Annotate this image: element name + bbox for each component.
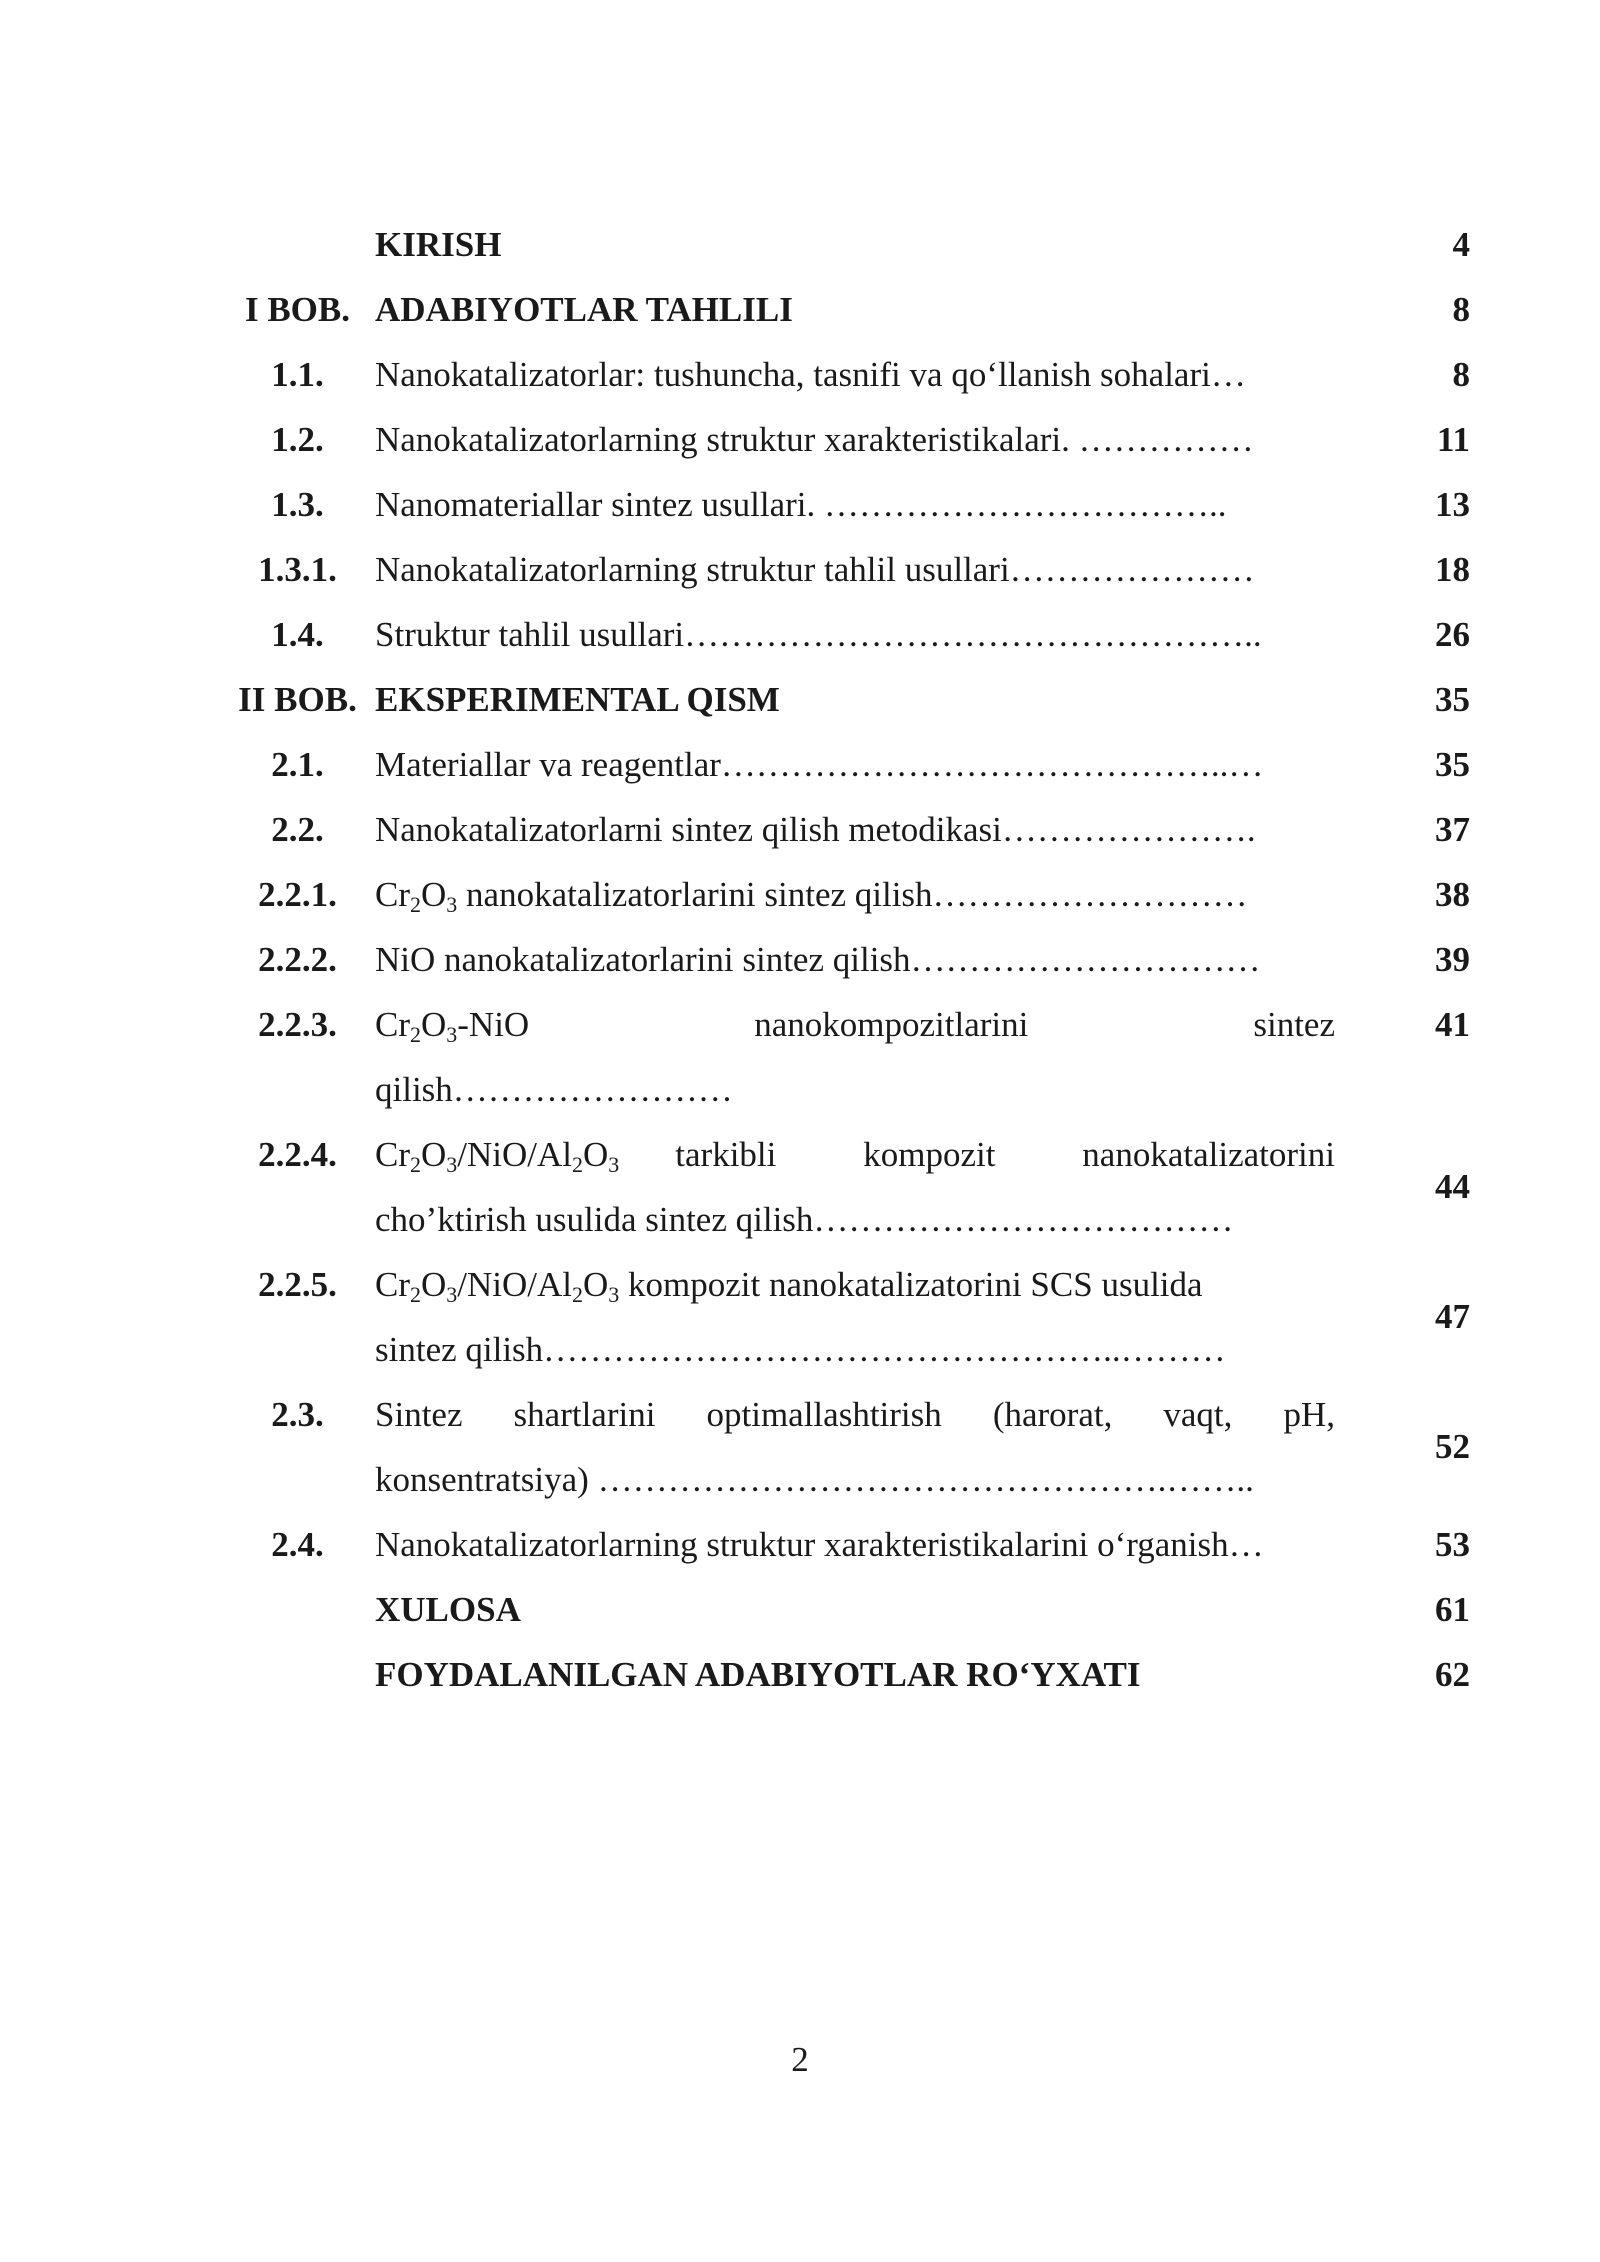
toc-entry[interactable] — [220, 1252, 1470, 1382]
formula-o: O — [421, 1265, 447, 1304]
formula-group — [375, 1122, 619, 1187]
toc-entry-page: 38 — [1435, 875, 1470, 914]
formula-o: O — [583, 1265, 609, 1304]
toc-entry-title: Materiallar va reagentlar……………………………………..… — [375, 745, 1264, 784]
toc-entry-title-line: Sintez shartlarini optimallashtirish (harorat, vaqt, pH, — [375, 1395, 1335, 1434]
toc-entry-page: 37 — [1435, 810, 1470, 849]
toc-entry-number: 2.4. — [271, 1525, 324, 1564]
toc-entry-title-text: sintez — [1253, 1005, 1335, 1044]
toc-entry-title: Nanomateriallar sintez usullari. …………………………….. — [375, 485, 1227, 524]
toc-entry[interactable] — [220, 537, 1470, 602]
toc-entry-page: 47 — [1435, 1297, 1470, 1336]
toc-entry-title — [375, 1122, 1335, 1252]
formula-subscript: 3 — [608, 1282, 620, 1307]
toc-entry-number: 2.2.1. — [258, 875, 337, 914]
page-number: 2 — [791, 2040, 809, 2079]
toc-entry-number: 2.2.3. — [258, 1005, 337, 1044]
toc-entry-page: 8 — [1452, 355, 1470, 394]
toc-entry-title: ADABIYOTLAR TAHLILI — [375, 290, 793, 329]
toc-entry[interactable] — [220, 732, 1470, 797]
toc-entry-number: 2.2.5. — [258, 1265, 337, 1304]
toc-entry[interactable] — [220, 1642, 1470, 1707]
formula-subscript: 2 — [410, 892, 421, 917]
toc-entry-title: Nanokatalizatorlarni sintez qilish metodikasi…………………. — [375, 810, 1256, 849]
toc-entry-title-word: nanokatalizatorini — [1082, 1135, 1335, 1174]
toc-entry-number: 1.4. — [271, 615, 324, 654]
toc-entry-page: 62 — [1435, 1655, 1470, 1694]
toc-entry-title: Nanokatalizatorlarning struktur xarakteristikalarini o‘rganish… — [375, 1525, 1264, 1564]
toc-entry-title-line — [375, 1252, 1335, 1317]
toc-entry-title: XULOSA — [375, 1590, 521, 1629]
toc-entry[interactable] — [220, 862, 1470, 927]
toc-entry-title — [375, 1252, 1335, 1382]
formula-cr: Cr — [375, 1005, 410, 1044]
toc-entry-page: 53 — [1435, 1525, 1470, 1564]
toc-entry-number: 2.2.4. — [258, 1135, 337, 1174]
formula-subscript: 2 — [410, 1282, 421, 1307]
toc-entry-page: 4 — [1452, 225, 1470, 264]
toc-entry-title: Nanokatalizatorlar: tushuncha, tasnifi va qo‘llanish sohalari… — [375, 355, 1246, 394]
formula-subscript: 2 — [410, 1152, 421, 1177]
toc-entry[interactable] — [220, 1382, 1470, 1512]
toc-entry-number: 1.1. — [271, 355, 324, 394]
formula-subscript: 2 — [572, 1152, 584, 1177]
toc-entry[interactable] — [220, 797, 1470, 862]
toc-entry-page: 35 — [1435, 680, 1470, 719]
toc-entry-page: 41 — [1435, 1005, 1470, 1044]
toc-entry[interactable] — [220, 667, 1470, 732]
formula-subscript: 2 — [410, 1022, 421, 1047]
formula-o: O — [583, 1135, 609, 1174]
toc-entry-title-line: qilish…………………… — [375, 1070, 733, 1109]
toc-entry-title-line — [375, 1122, 1335, 1187]
toc-entry-page: 52 — [1435, 1427, 1470, 1466]
toc-entry-number: 2.3. — [271, 1395, 324, 1434]
toc-entry-title-text: nanokompozitlarini — [754, 1005, 1029, 1044]
toc-entry[interactable] — [220, 472, 1470, 537]
toc-entry-title — [375, 862, 1335, 927]
toc-entry-page: 61 — [1435, 1590, 1470, 1629]
toc-entry-page: 26 — [1435, 615, 1470, 654]
toc-entry-number: 1.3. — [271, 485, 324, 524]
toc-entry-number: 1.2. — [271, 420, 324, 459]
toc-entry-page: 13 — [1435, 485, 1470, 524]
toc-entry-title-line — [375, 992, 1335, 1057]
toc-entry-title-word: kompozit — [863, 1135, 996, 1174]
toc-entry[interactable] — [220, 1512, 1470, 1577]
toc-entry-title-line: sintez qilish…………………………………………..……… — [375, 1330, 1226, 1369]
toc-entry-number: II BOB. — [238, 680, 357, 719]
toc-entry[interactable] — [220, 992, 1470, 1122]
toc-entry-number: I BOB. — [244, 290, 351, 329]
toc-entry-title-text: nanokatalizatorlarini sintez qilish……………………… — [457, 875, 1248, 914]
toc-entry-title: EKSPERIMENTAL QISM — [375, 680, 780, 719]
toc-entry-page: 44 — [1435, 1167, 1470, 1206]
toc-entry-title: KIRISH — [375, 225, 502, 264]
formula-cr: Cr — [375, 875, 410, 914]
formula-subscript: 3 — [446, 1022, 458, 1047]
toc-entry-number: 2.2.2. — [258, 940, 337, 979]
toc-entry-title: FOYDALANILGAN ADABIYOTLAR RO‘YXATI — [375, 1655, 1141, 1694]
toc-entry[interactable] — [220, 277, 1470, 342]
toc-entry-number: 2.1. — [271, 745, 324, 784]
toc-entry-page: 35 — [1435, 745, 1470, 784]
formula-o: O — [421, 1135, 447, 1174]
toc-entry-number: 1.3.1. — [258, 550, 337, 589]
formula-ni-o-al: /NiO/Al — [457, 1265, 573, 1304]
toc-entry[interactable] — [220, 1122, 1470, 1252]
toc-entry[interactable] — [220, 1577, 1470, 1642]
toc-entry-title-text — [675, 1122, 1335, 1187]
toc-entry-title-line: cho’ktirish usulida sintez qilish……………………………… — [375, 1200, 1234, 1239]
toc-entry[interactable] — [220, 602, 1470, 667]
formula-subscript: 3 — [446, 1282, 458, 1307]
toc-entry[interactable] — [220, 342, 1470, 407]
toc-entry-title — [375, 992, 1335, 1122]
formula-o: O — [421, 1005, 447, 1044]
toc-entry-title-text: kompozit nanokatalizatorini SCS usulida — [619, 1265, 1203, 1304]
toc-entry-title-text: -NiO — [457, 1005, 530, 1044]
toc-entry-title-word: tarkibli — [675, 1135, 777, 1174]
toc-entry-title: NiO nanokatalizatorlarini sintez qilish………………………… — [375, 940, 1261, 979]
toc-entry-title: Nanokatalizatorlarning struktur xarakteristikalari. …………… — [375, 420, 1254, 459]
formula-cr: Cr — [375, 1265, 410, 1304]
toc-entry-page: 8 — [1452, 290, 1470, 329]
formula-subscript: 3 — [608, 1152, 620, 1177]
toc-entry-number: 2.2. — [271, 810, 324, 849]
formula-group — [375, 992, 529, 1057]
toc-entry-title — [375, 1382, 1335, 1512]
toc-entry[interactable] — [220, 212, 1470, 277]
toc-entry[interactable] — [220, 927, 1470, 992]
toc-entry-title: Nanokatalizatorlarning struktur tahlil usullari………………… — [375, 550, 1255, 589]
table-of-contents — [220, 212, 1470, 1707]
toc-entry-page: 39 — [1435, 940, 1470, 979]
toc-entry-page: 18 — [1435, 550, 1470, 589]
formula-subscript: 3 — [446, 1152, 458, 1177]
toc-entry[interactable] — [220, 407, 1470, 472]
toc-entry-page: 11 — [1436, 420, 1470, 459]
formula-ni-o-al: /NiO/Al — [457, 1135, 573, 1174]
formula-cr: Cr — [375, 1135, 410, 1174]
toc-entry-title-line: konsentratsiya) ………………………………………….…….. — [375, 1460, 1254, 1499]
toc-entry-title: Struktur tahlil usullari………………………………………….. — [375, 615, 1262, 654]
formula-subscript: 3 — [446, 892, 458, 917]
formula-subscript: 2 — [572, 1282, 584, 1307]
formula-o: O — [421, 875, 447, 914]
